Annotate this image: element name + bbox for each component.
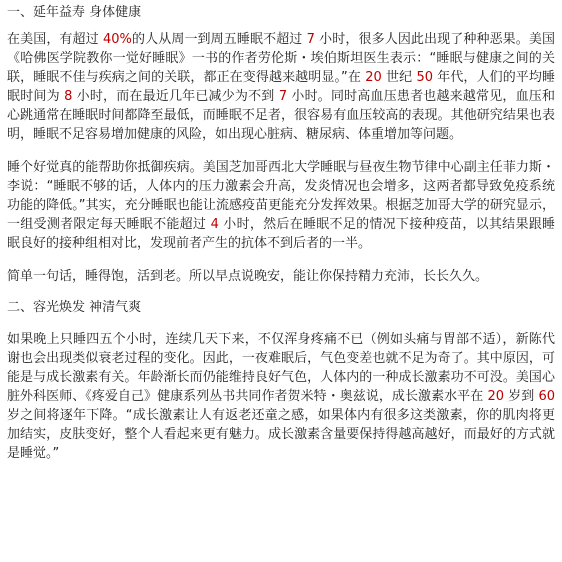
paragraph-sleep-summary [7, 267, 555, 286]
section-heading-longevity: 一、延年益寿 身体健康 [7, 5, 142, 20]
highlighted-number: 60 [538, 389, 556, 404]
text-run: 岁到 [504, 389, 539, 404]
highlighted-number: 40% [103, 32, 132, 47]
text-run: 在美国，有超过 [7, 32, 103, 47]
text-run: 的人从周一到周五睡眠不超过 [131, 32, 307, 47]
section-heading-radiance: 二、容光焕发 神清气爽 [7, 300, 142, 315]
text-run: 简单一句话，睡得饱，活到老。所以早点说晚安，能让你保持精力充沛，长长久久。 [7, 269, 489, 284]
text-run: 世纪 [381, 70, 417, 85]
highlighted-number: 7 [306, 32, 315, 47]
text-run: 岁之间将逐年下降。“成长激素让人有返老还童之感，如果体内有很多这类激素，你的肌肉将更加结实，皮肤变好，整个人看起来更有魅力。成长激素含量要保持得越高越好，而最好的方式就是睡觉。” [7, 408, 555, 461]
text-run: 小时，很多人因此出现了种种恶果。美国《哈佛医学院教你一觉好睡眠》一书的作者劳伦斯・埃伯斯坦医生表示：“睡眠与健康之间的关联，睡眠不佳与疾病之间的关联，都正在变得越来越明显。”在 [7, 32, 555, 85]
paragraph-sleep-immunity [7, 158, 555, 253]
highlighted-number: 20 [487, 389, 504, 404]
text-run: 小时，然后在睡眠不足的情况下接种疫苗，以其结果跟睡眠良好的接种组相对比，发现前者产生的抗体不到后者的一半。 [7, 217, 555, 251]
text-run: 小时。同时高血压患者也越来越常见，血压和心跳通常在睡眠时间都降至最低，而睡眠不足者，很容易有血压较高的表现。其他研究结果也表明，睡眠不足容易增加健康的风险，如出现心脏病、糖尿病、体重增加等问题。 [7, 89, 555, 142]
paragraph-growth-hormone [7, 330, 555, 463]
text-run: 年代，人们的平均睡眠时间为 [7, 70, 556, 104]
highlighted-number: 7 [278, 89, 288, 104]
text-run: 如果晚上只睡四五个小时，连续几天下来，不仅浑身疼痛不已（例如头痛与胃部不适），新陈代谢也会出现类似衰老过程的变化。因此，一夜难眠后，气色变差也就不足为奇了。其中原因，可能是与成长激素有关。年龄渐长而仍能维持良好气色，人体内的一种成长激素功不可没。美国心脏外科医师、《疼爱自己》健康系列丛书共同作者贺米特・奥兹说，成长激素水平在 [7, 332, 555, 404]
highlighted-number: 20 [365, 70, 382, 85]
text-run: 睡个好觉真的能帮助你抵御疾病。美国芝加哥西北大学睡眠与昼夜生物节律中心副主任菲力斯・李说：“睡眠不够的话，人体内的压力激素会升高，发炎情况也会增多，这两者都导致免疫系统功能的降低。”其实，充分睡眠也能让流感疫苗更能充分发挥效果。根据芝加哥大学的研究显示，一组受测者限定每天睡眠不能超过 [7, 160, 555, 232]
paragraph-sleep-health [7, 30, 555, 144]
highlighted-number: 50 [416, 70, 433, 85]
text-run: 小时，而在最近几年已减少为不到 [72, 89, 279, 104]
highlighted-number: 8 [64, 89, 73, 104]
highlighted-number: 4 [210, 217, 219, 232]
